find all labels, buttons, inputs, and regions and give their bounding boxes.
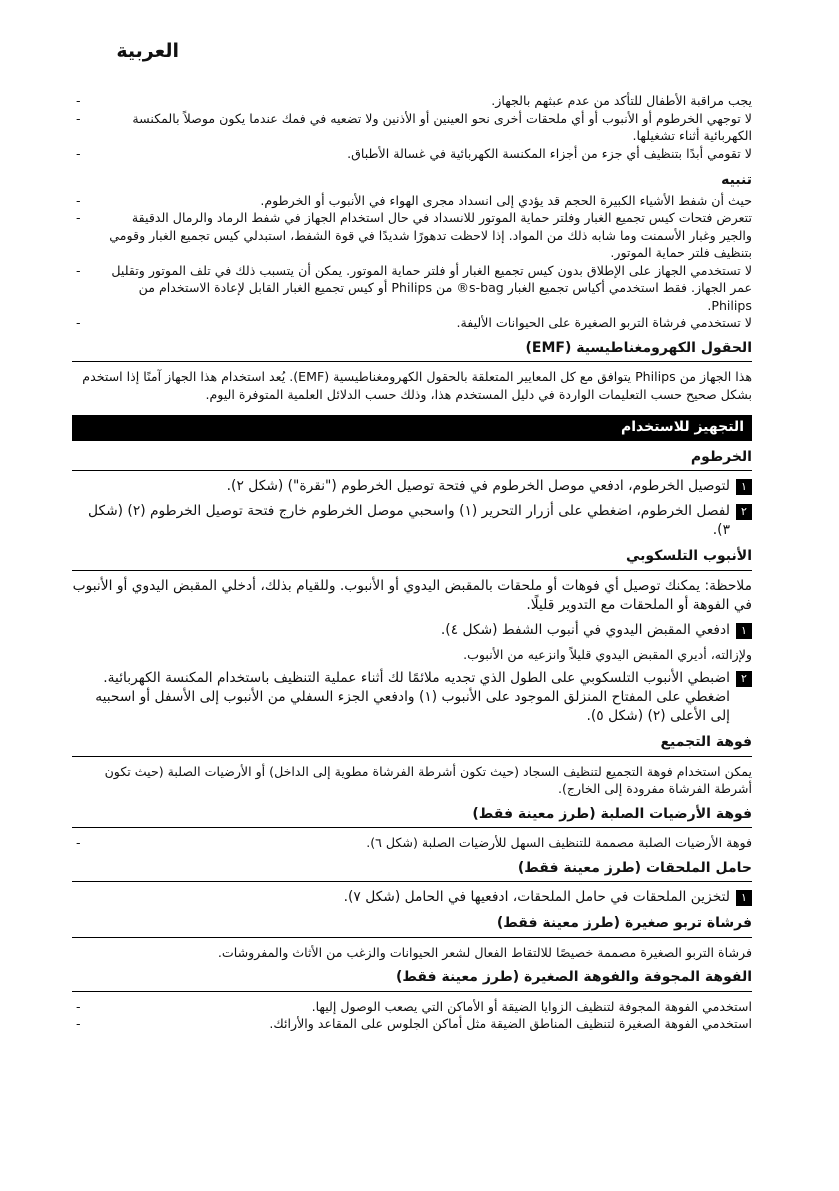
list-item: فوهة الأرضيات الصلبة مصممة للتنظيف السهل للأرضيات الصلبة (شكل ٦). - — [72, 834, 752, 852]
holder-heading: حامل الملحقات (طرز معينة فقط) — [72, 860, 752, 883]
emf-heading: الحقول الكهرومغناطيسية (EMF) — [72, 340, 752, 363]
turbo-heading: فرشاة تربو صغيرة (طرز معينة فقط) — [72, 915, 752, 938]
nozzle-heading: فوهة التجميع — [72, 734, 752, 757]
hard-floor-list — [72, 834, 752, 852]
caution-list — [72, 192, 752, 332]
step-number: ١ — [736, 623, 752, 639]
tube-note: ملاحظة: يمكنك توصيل أي فوهات أو ملحقات بالمقبض اليدوي أو الأنبوب. وللقيام بذلك، أدخلي المقبض اليدوي أو الأنبوب في الفوهة أو الملحقات مع التدوير قليلًا. — [72, 577, 752, 613]
step-number: ١ — [736, 479, 752, 495]
step-text: لفصل الخرطوم، اضغطي على أزرار التحرير (١) واسحبي موصل الخرطوم خارج فتحة توصيل الخرطوم (٢) (شكل ٣). — [88, 503, 730, 538]
manual-content — [72, 92, 752, 1033]
step-text: لتخزين الملحقات في حامل الملحقات، ادفعيها في الحامل (شكل ٧). — [343, 889, 730, 905]
list-item: لا تستخدمي فرشاة التربو الصغيرة على الحيوانات الأليفة. - — [72, 314, 752, 332]
warnings-list — [72, 92, 752, 162]
step-text: ادفعي المقبض اليدوي في أنبوب الشفط (شكل ٤). — [440, 621, 730, 638]
crevice-list — [72, 998, 752, 1033]
step-item — [72, 888, 752, 907]
step-number: ٢ — [736, 671, 752, 687]
step-text: اضبطي الأنبوب التلسكوبي على الطول الذي تجديه ملائمًا لك أثناء عملية التنظيف باستخدام المكنسة الكهربائية. اضغطي على المفتاح المنزلق الموجود على الأنبوب (١) وادفعي الجزء السفلي من الأنبوب إلى الأسفل أو اسحبيه إلى الأعلى (٢) (شكل ٥). — [95, 670, 730, 724]
list-item: تتعرض فتحات كيس تجميع الغبار وفلتر حماية الموتور للانسداد في حال استخدام الجهاز في شفط الرماد والرمال الدقيقة والجير وغبار الأسمنت وما شابه ذلك من المواد. إذا لاحظت تدهورًا شديدًا في قوة الشفط، استبدلي كيس تجميع الغبار وقومي بتنظيف فلتر حماية الموتور. - — [72, 209, 752, 262]
step-item — [72, 621, 752, 640]
emf-text: هذا الجهاز من Philips يتوافق مع كل المعايير المتعلقة بالحقول الكهرومغناطيسية (EMF). يُعد استخدام هذا الجهاز آمنًا إذا استخدم بشكل صحيح حسب التعليمات الواردة في دليل المستخدم هذا، وذلك حسب الدلائل العلمية المتوفرة اليوم. — [82, 369, 752, 402]
turbo-text: فرشاة التربو الصغيرة مصممة خصيصًا للالتقاط الفعال لشعر الحيوانات والزغب من الأثاث والمفروشات. — [217, 944, 752, 960]
step-number: ١ — [736, 890, 752, 906]
list-item: استخدمي الفوهة المجوفة لتنظيف الزوايا الضيقة أو الأماكن التي يصعب الوصول إليها. - — [72, 998, 752, 1016]
list-item: حيث أن شفط الأشياء الكبيرة الحجم قد يؤدي إلى انسداد مجرى الهواء في الأنبوب أو الخرطوم. - — [72, 192, 752, 210]
hard-floor-heading: فوهة الأرضيات الصلبة (طرز معينة فقط) — [72, 806, 752, 829]
step-item — [72, 669, 752, 726]
prepare-section-bar: التجهيز للاستخدام — [72, 415, 752, 441]
tube-heading: الأنبوب التلسكوبي — [72, 548, 752, 571]
step-subnote: ولإزالته، أديري المقبض اليدوي قليلاً وانزعيه من الأنبوب. — [463, 646, 752, 662]
hose-heading: الخرطوم — [72, 449, 752, 472]
list-item: استخدمي الفوهة الصغيرة لتنظيف المناطق الضيقة مثل أماكن الجلوس على المقاعد والأرائك. - — [72, 1015, 752, 1033]
language-title: العربية — [116, 40, 179, 62]
list-item: لا تقومي أبدًا بتنظيف أي جزء من أجزاء المكنسة الكهربائية في غسالة الأطباق. - — [72, 145, 752, 163]
step-item — [72, 477, 752, 496]
crevice-heading: الفوهة المجوفة والفوهة الصغيرة (طرز معينة فقط) — [72, 969, 752, 992]
step-text: لتوصيل الخرطوم، ادفعي موصل الخرطوم في فتحة توصيل الخرطوم ("نقرة") (شكل ٢). — [226, 478, 730, 494]
step-item — [72, 502, 752, 540]
list-item: لا توجهي الخرطوم أو الأنبوب أو أي ملحقات أخرى نحو العينين أو الأذنين ولا تضعيه في فمك عندما يكون موصلاً بالمكنسة الكهربائية أثناء تشغيلها. - — [72, 110, 752, 145]
list-item: لا تستخدمي الجهاز على الإطلاق بدون كيس تجميع الغبار أو فلتر حماية الموتور. يمكن أن يتسبب ذلك في تلف الموتور وتقليل عمر الجهاز. فقط استخدمي أكياس تجميع الغبار s-bag® من Philips أو كيس تجميع الغبار القابل لإعادة الاستخدام من Philips. - — [72, 262, 752, 315]
caution-heading: تنبيه — [721, 172, 752, 188]
step-number: ٢ — [736, 504, 752, 520]
nozzle-text: يمكن استخدام فوهة التجميع لتنظيف السجاد (حيث تكون أشرطة الفرشاة مطوية إلى الداخل) أو الأرضيات الصلبة (حيث تكون أشرطة الفرشاة مفرودة إلى الخارج). — [104, 763, 752, 796]
list-item: يجب مراقبة الأطفال للتأكد من عدم عبثهم بالجهاز. - — [72, 92, 752, 110]
